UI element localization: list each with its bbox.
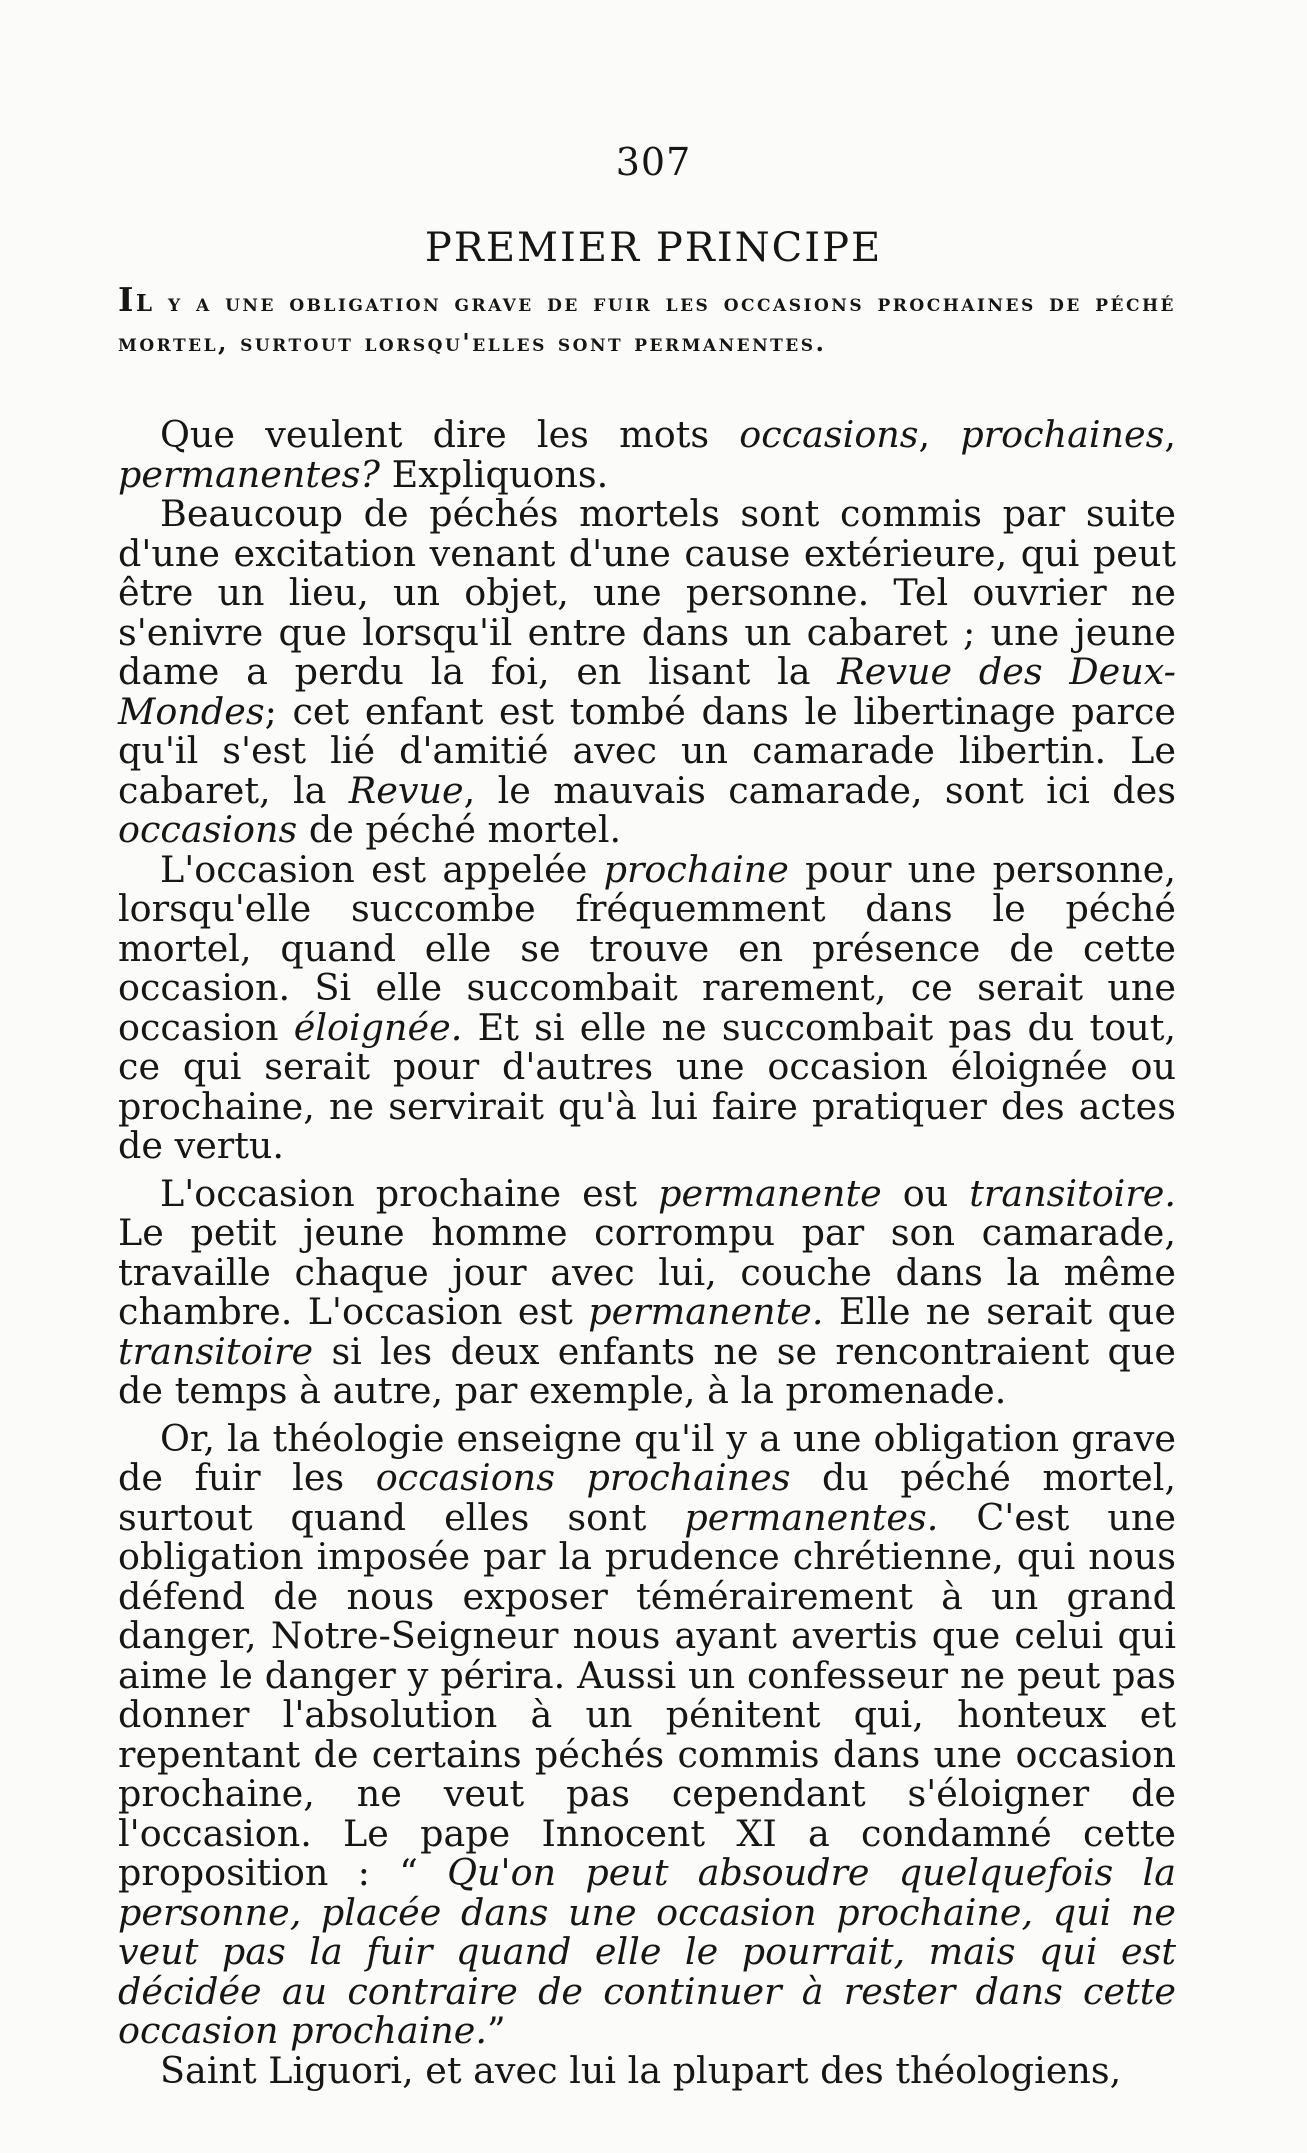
italic-text: occasions (739, 413, 919, 456)
italic-text: occasions (118, 808, 298, 851)
principle-text: y a une obligation grave de fuir les occasions prochaines de péché mortel, surtout lorsqu'elles sont permanentes. (118, 288, 1176, 357)
text-run: ou (881, 1171, 970, 1215)
text-run: du péché mortel, surtout quand elles sont (118, 1456, 1177, 1539)
italic-text: prochaine (603, 847, 789, 891)
text-run: Le petit jeune homme corrompu par son camarade, travaille chaque jour avec lui, couche dans la même chambre. L'occasion est (118, 1211, 1176, 1333)
paragraph (118, 1416, 1177, 2052)
italic-text: Revue des Deux-Mondes (118, 650, 1176, 733)
paragraph (118, 1171, 1177, 1412)
text-run: ; cet enfant est tombé dans le libertinage parce qu'il s'est lié d'amitié avec un camarade libertin. Le cabaret, la (118, 689, 1176, 812)
italic-text: transitoire. (969, 1171, 1177, 1215)
italic-text: transitoire (118, 1329, 314, 1373)
paragraph (118, 2048, 1176, 2092)
principle-statement (118, 280, 1176, 363)
text-run: Et si elle ne succombait pas du tout, ce qui serait pour d'autres une occasion éloignée ou prochaine, ne servirait qu'à lui faire pratiquer des actes de vertu. (118, 1005, 1176, 1167)
text-run: Elle ne serait que (823, 1290, 1176, 1333)
italic-text: permanentes. (684, 1495, 939, 1539)
text-run: Que veulent dire les mots (160, 413, 740, 456)
italic-text: éloignée. (293, 1005, 463, 1049)
text-run: L'occasion prochaine est (160, 1171, 659, 1215)
text-run: , le mauvais camarade, sont ici des (463, 768, 1176, 812)
text-run: de péché mortel. (297, 808, 622, 851)
paragraph (118, 415, 1176, 494)
text-run: ” (487, 2009, 506, 2052)
paragraph (118, 494, 1176, 850)
text-run: Saint Liguori, et avec lui la plupart des théologiens, (160, 2048, 1122, 2092)
page-number: 307 (615, 140, 692, 184)
text-run: Or, la théologie enseigne qu'il y a une obligation grave de fuir les (118, 1416, 1176, 1499)
text-run: , (918, 413, 961, 456)
italic-text: Qu'on peut absoudre quelquefois la personne, placée dans une occasion prochaine, qui ne veut pas la fuir quand elle le pourrait, mais qui est décidée au contraire de continuer à rester dans cette occasion prochaine. (118, 1851, 1176, 2052)
text-run: L'occasion est appelée (160, 847, 604, 891)
section-heading: PREMIER PRINCIPE (424, 225, 883, 271)
italic-text: prochaines (960, 413, 1165, 456)
text-run: C'est une obligation imposée par la prudence chrétienne, qui nous défend de nous exposer témérairement à un grand danger, Notre-Seigneur nous ayant avertis que celui qui aime le danger y périra. Aussi un confesseur ne peut pas donner l'absolution à un pénitent qui, honteux et repentant de certains péchés commis dans une occasion prochaine, ne veut pas cependant s'éloigner de l'occasion. Le pape Innocent XI a condamné cette proposition : “ (118, 1495, 1176, 1894)
paragraph (118, 847, 1176, 1167)
italic-text: occasions prochaines (375, 1456, 791, 1499)
text-run: Beaucoup de péchés mortels sont commis par suite d'une excitation venant d'une cause extérieure, qui peut être un lieu, un objet, une personne. Tel ouvrier ne s'enivre que lorsqu'il entre dans un cabaret ; une jeune dame a perdu la foi, en lisant la (118, 492, 1176, 693)
principle-lead: Il (118, 280, 155, 319)
italic-text: permanente. (588, 1290, 824, 1333)
text-run: , (1164, 413, 1176, 456)
text-run: pour une personne, lorsqu'elle succombe fréquemment dans le péché mortel, quand elle se trouve en présence de cette occasion. Si elle succombait rarement, ce serait une occasion (118, 847, 1176, 1049)
text-run: Expliquons. (379, 452, 609, 496)
italic-text: permanente (658, 1171, 882, 1215)
italic-text: permanentes? (118, 452, 380, 496)
italic-text: Revue (348, 768, 464, 812)
text-run: si les deux enfants ne se rencontraient que de temps à autre, par exemple, à la promenade. (118, 1329, 1176, 1412)
body-text (118, 415, 1176, 2090)
